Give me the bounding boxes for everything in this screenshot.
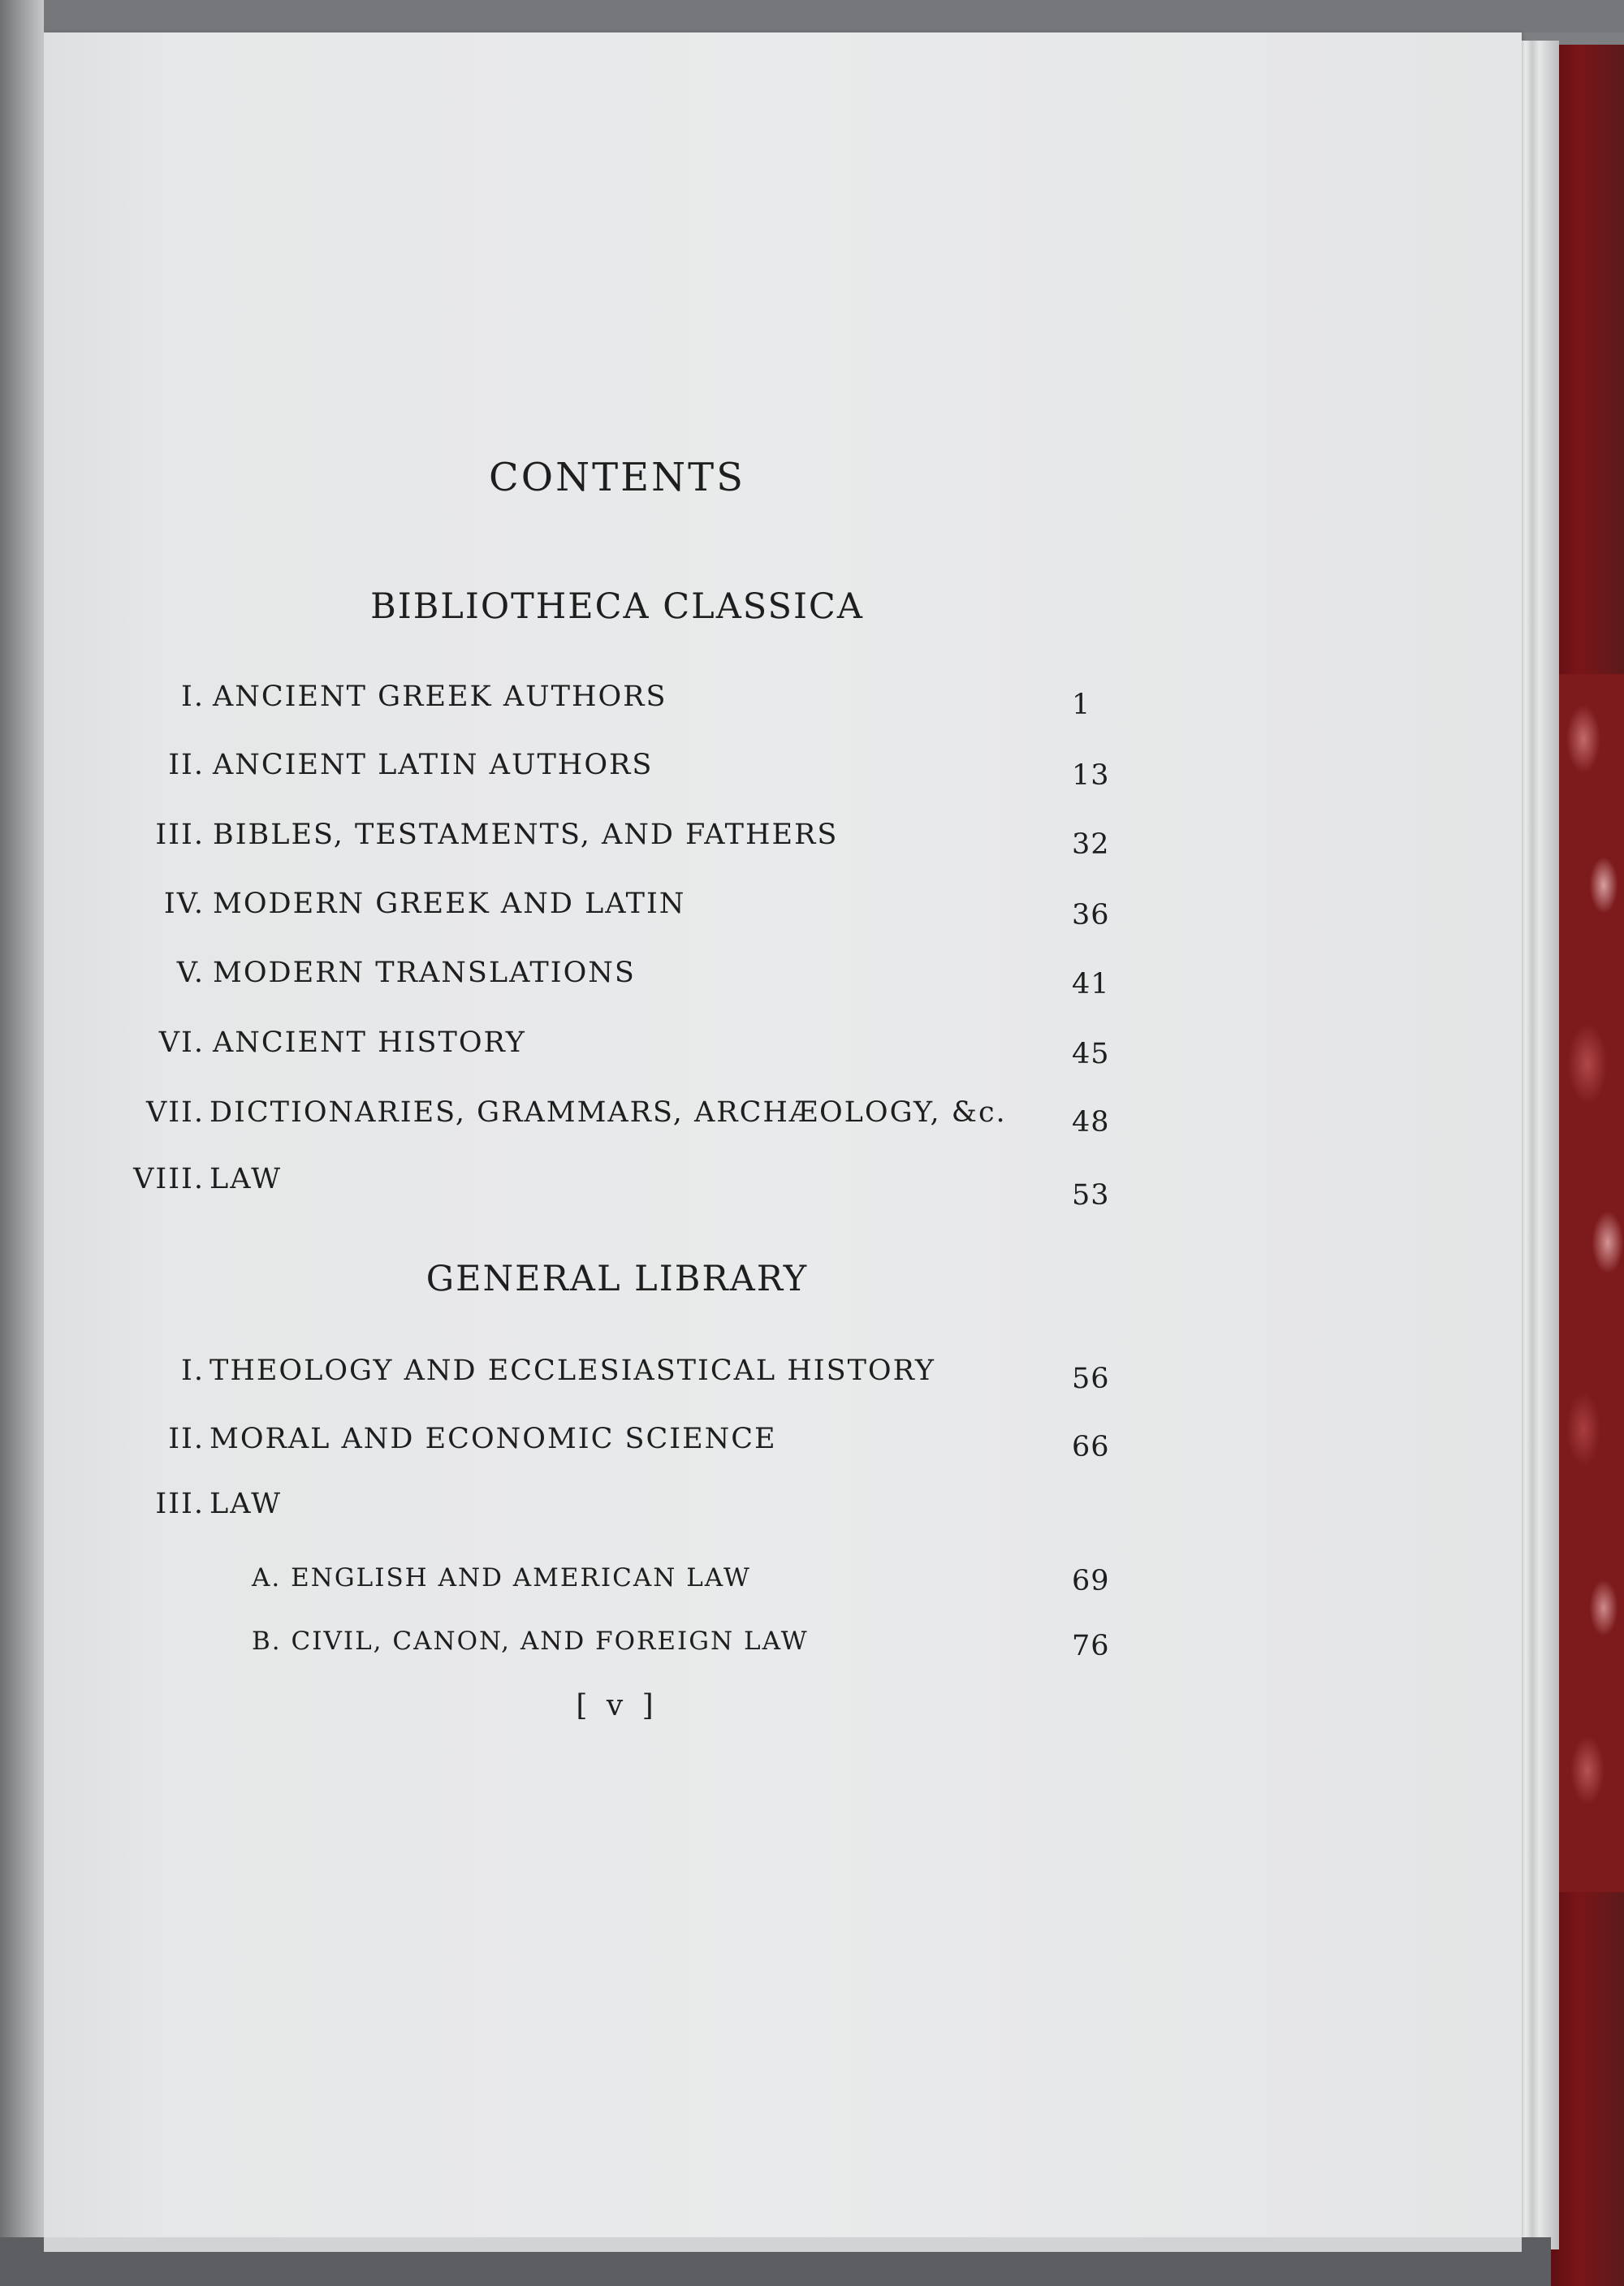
toc-entry[interactable] (0, 1163, 1137, 1212)
toc-entry-page: 48 (1072, 1106, 1110, 1139)
toc-entry-number: VIII. (133, 1163, 205, 1195)
toc-entry-page: 36 (1072, 899, 1110, 931)
toc-entry-number: I. (181, 681, 205, 713)
toc-entry-title: ANCIENT GREEK AUTHORS (213, 681, 667, 713)
toc-entry-number: I. (181, 1355, 205, 1387)
toc-entry[interactable] (0, 681, 1137, 729)
toc-subentry[interactable] (0, 1627, 1137, 1667)
toc-entry-page: 32 (1072, 828, 1110, 861)
toc-entry-number: II. (168, 1423, 205, 1455)
toc-subentry-page: 76 (1072, 1630, 1110, 1662)
toc-entry-title: MODERN GREEK AND LATIN (213, 888, 686, 920)
toc-entry-page: 1 (1072, 689, 1091, 721)
page-folio: [ v ] (576, 1689, 659, 1722)
toc-entry[interactable] (0, 1026, 1137, 1075)
toc-entry[interactable] (0, 888, 1137, 936)
toc-entry[interactable] (0, 957, 1137, 1005)
section-heading-bibliotheca-classica: BIBLIOTHECA CLASSICA (370, 586, 864, 627)
toc-entry-number: II. (168, 749, 205, 781)
toc-entry-page: 66 (1072, 1431, 1110, 1463)
toc-entry-title: LAW (209, 1163, 283, 1195)
toc-subentry[interactable] (0, 1563, 1137, 1604)
toc-entry-number: III. (155, 819, 205, 851)
toc-entry-title: LAW (209, 1488, 283, 1520)
page-title: CONTENTS (488, 455, 746, 500)
toc-entry-title: MODERN TRANSLATIONS (213, 957, 636, 989)
toc-entry[interactable] (0, 819, 1137, 867)
toc-entry-page: 41 (1072, 968, 1110, 1000)
toc-entry[interactable] (0, 1355, 1137, 1403)
toc-entry-title: ANCIENT HISTORY (213, 1026, 526, 1059)
toc-entry-title: ANCIENT LATIN AUTHORS (213, 749, 654, 781)
toc-entry-title: BIBLES, TESTAMENTS, AND FATHERS (213, 819, 839, 851)
toc-subentry-title: B. CIVIL, CANON, AND FOREIGN LAW (252, 1627, 809, 1656)
toc-entry-page: 56 (1072, 1363, 1110, 1395)
toc-entry-title: THEOLOGY AND ECCLESIASTICAL HISTORY (209, 1355, 936, 1387)
toc-entry-number: IV. (163, 888, 205, 920)
toc-entry[interactable] (0, 1488, 1137, 1536)
toc-entry-title: MORAL AND ECONOMIC SCIENCE (209, 1423, 777, 1455)
toc-subentry-page: 69 (1072, 1565, 1110, 1597)
toc-entry[interactable] (0, 1096, 1137, 1145)
toc-entry[interactable] (0, 1423, 1137, 1471)
toc-entry[interactable] (0, 749, 1137, 797)
toc-entry-number: III. (155, 1488, 205, 1520)
toc-entry-page: 13 (1072, 759, 1110, 792)
toc-entry-number: VII. (145, 1096, 205, 1129)
toc-entry-page: 45 (1072, 1038, 1110, 1070)
toc-entry-page: 53 (1072, 1179, 1110, 1212)
toc-entry-number: VI. (158, 1026, 205, 1059)
toc-subentry-title: A. ENGLISH AND AMERICAN LAW (252, 1563, 751, 1592)
section-heading-general-library: GENERAL LIBRARY (425, 1259, 809, 1299)
toc-entry-number: V. (176, 957, 205, 989)
toc-entry-title: DICTIONARIES, GRAMMARS, ARCHÆOLOGY, &c. (209, 1096, 1007, 1129)
